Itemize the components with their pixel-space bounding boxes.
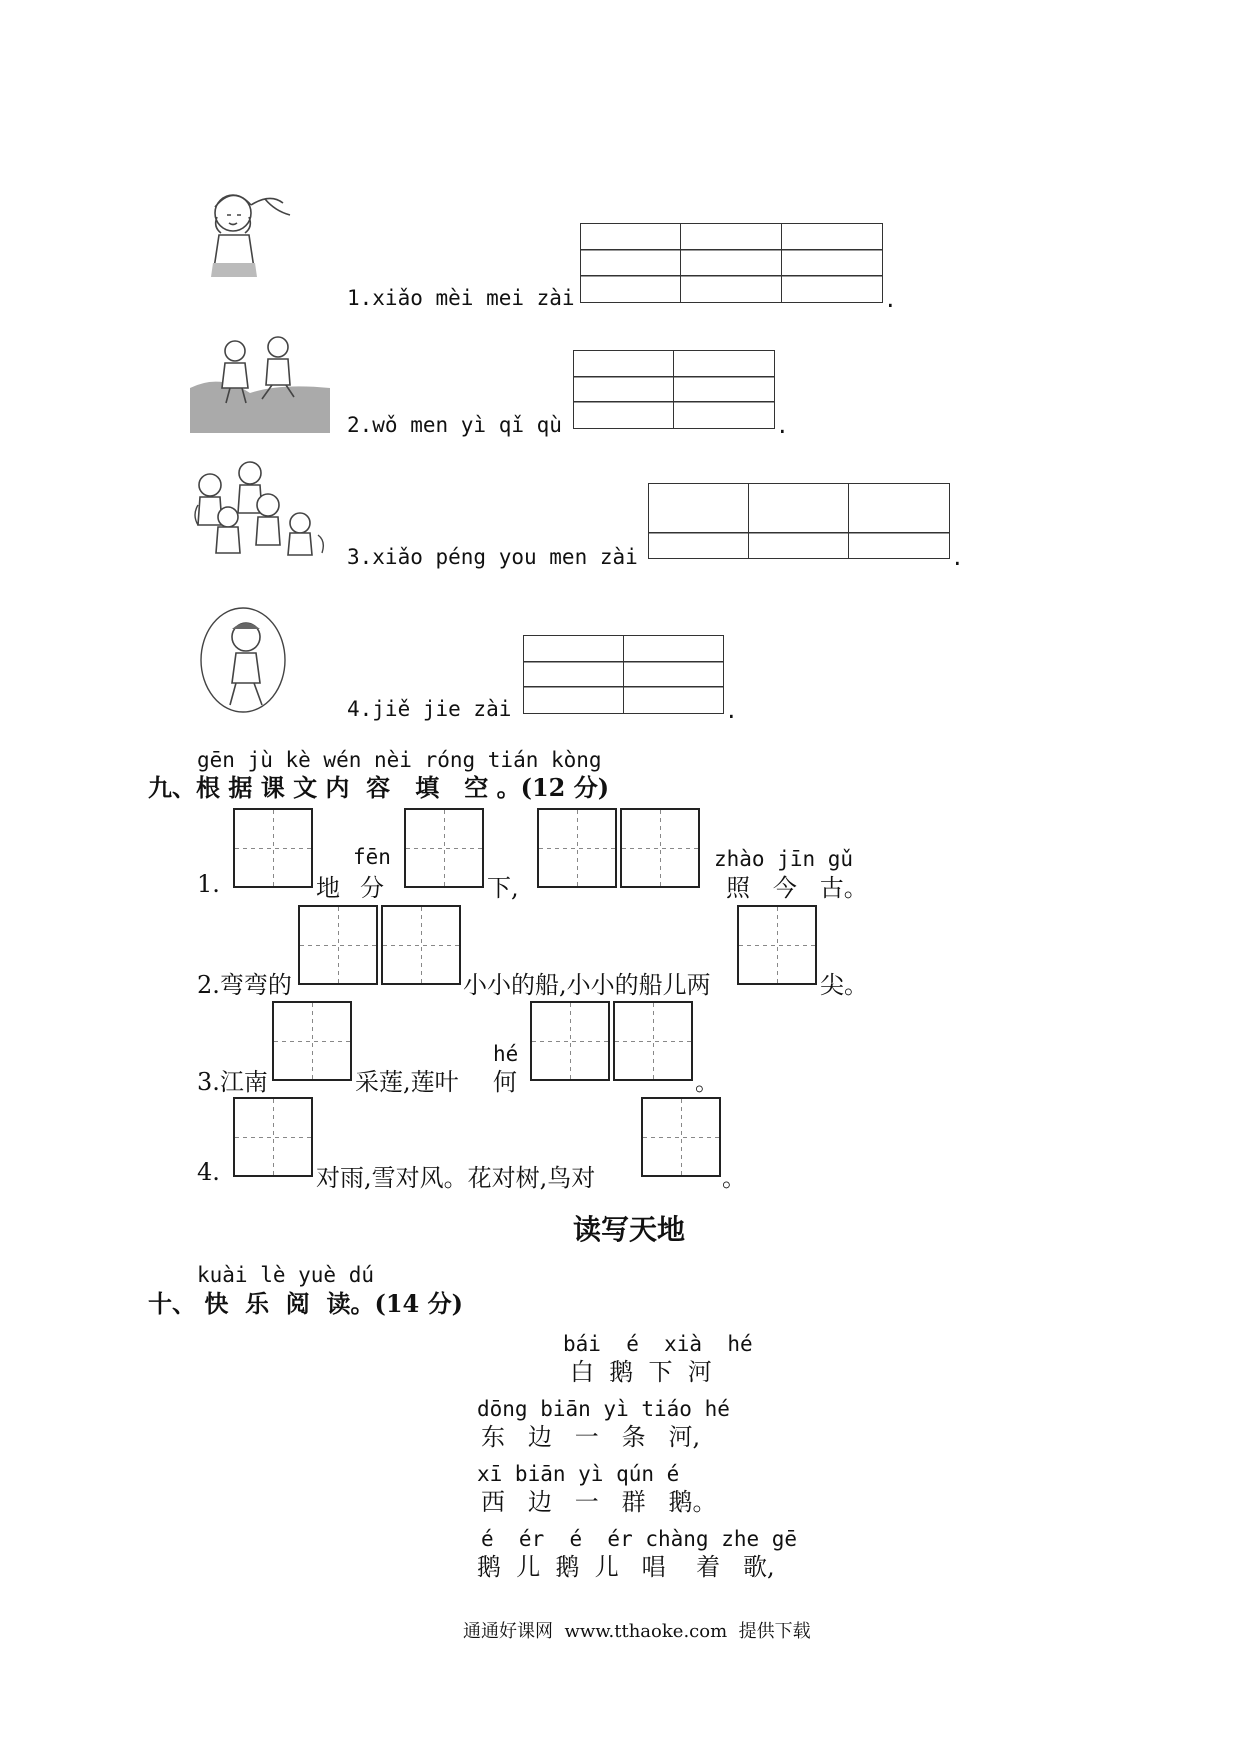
section-10-pinyin: kuài lè yuè dú <box>197 1263 375 1287</box>
girl-illustration <box>195 185 310 280</box>
item-2-end: . <box>776 414 789 438</box>
q3-pinyin-he: hé <box>493 1042 519 1066</box>
char-box[interactable] <box>737 905 817 985</box>
poem-line-3-pinyin: é ér é ér chàng zhe gē <box>481 1527 798 1551</box>
q4-number: 4. <box>197 1158 220 1186</box>
item-3-label: 3.xiǎo péng you men zài <box>347 545 638 569</box>
pinyin-writing-grid-2[interactable] <box>573 350 775 429</box>
item-3-end: . <box>951 546 964 570</box>
q1-text-1: 地 <box>316 874 340 902</box>
item-4-label: 4.jiě jie zài <box>347 697 512 721</box>
item-4-end: . <box>725 699 738 723</box>
poem-line-3: 鹅 儿 鹅 儿 唱 着 歌, <box>477 1553 775 1581</box>
q3-text-1: 3.江南 <box>197 1068 268 1096</box>
poem-line-2: 西 边 一 群 鹅。 <box>481 1488 717 1516</box>
q3-text-2: 采莲,莲叶 <box>355 1068 459 1096</box>
q1-pinyin-3: zhào jīn gǔ <box>714 847 854 871</box>
section-10-title: 十、 快 乐 阅 读。(14 分) <box>148 1289 463 1318</box>
q1-text-4: 照 今 古。 <box>726 874 868 902</box>
char-box[interactable] <box>233 1097 313 1177</box>
q2-text-2: 小小的船,小小的船儿两 <box>463 971 711 999</box>
char-box[interactable] <box>613 1001 693 1081</box>
kids-hill-illustration <box>190 333 330 433</box>
char-box[interactable] <box>641 1097 721 1177</box>
char-box[interactable] <box>620 808 700 888</box>
q2-text-1: 2.弯弯的 <box>197 971 292 999</box>
poem-title: 白 鹅 下 河 <box>570 1358 712 1386</box>
item-1-end: . <box>884 288 897 312</box>
pinyin-writing-grid-4[interactable] <box>523 635 724 714</box>
poem-line-2-pinyin: xī biān yì qún é <box>477 1462 680 1486</box>
char-box[interactable] <box>537 808 617 888</box>
jump-rope-illustration <box>188 605 308 720</box>
poem-line-1-pinyin: dōng biān yì tiáo hé <box>477 1397 730 1421</box>
char-box[interactable] <box>404 808 484 888</box>
q1-number: 1. <box>197 870 220 898</box>
char-box[interactable] <box>298 905 378 985</box>
q1-pinyin-fen: fēn <box>353 845 391 869</box>
kids-group-illustration <box>188 455 328 565</box>
section-9-title: 九、根 据 课 文 内 容 填 空 。(12 分) <box>148 773 610 802</box>
char-box[interactable] <box>233 808 313 888</box>
q4-text-2: 。 <box>722 1164 746 1192</box>
pinyin-writing-grid-3[interactable] <box>648 483 950 559</box>
q1-text-3: 下, <box>487 874 519 902</box>
char-box[interactable] <box>381 905 461 985</box>
char-box[interactable] <box>272 1001 352 1081</box>
section-heading: 读写天地 <box>573 1213 686 1246</box>
poem-line-1: 东 边 一 条 河, <box>481 1423 701 1451</box>
q1-text-2: 分 <box>360 874 384 902</box>
q3-text-3: 何 <box>493 1068 517 1096</box>
q2-text-3: 尖。 <box>820 971 868 999</box>
q3-text-4: 。 <box>695 1068 719 1096</box>
char-box[interactable] <box>530 1001 610 1081</box>
item-2-label: 2.wǒ men yì qǐ qù <box>347 413 562 437</box>
item-1-label: 1.xiǎo mèi mei zài <box>347 286 575 310</box>
pinyin-writing-grid-1[interactable] <box>580 223 883 303</box>
footer-text: 通通好课网 www.tthaoke.com 提供下载 <box>463 1621 811 1642</box>
section-9-pinyin: gēn jù kè wén nèi róng tián kòng <box>197 748 602 772</box>
q4-text-1: 对雨,雪对风。花对树,鸟对 <box>316 1164 596 1192</box>
poem-title-pinyin: bái é xià hé <box>563 1332 753 1356</box>
